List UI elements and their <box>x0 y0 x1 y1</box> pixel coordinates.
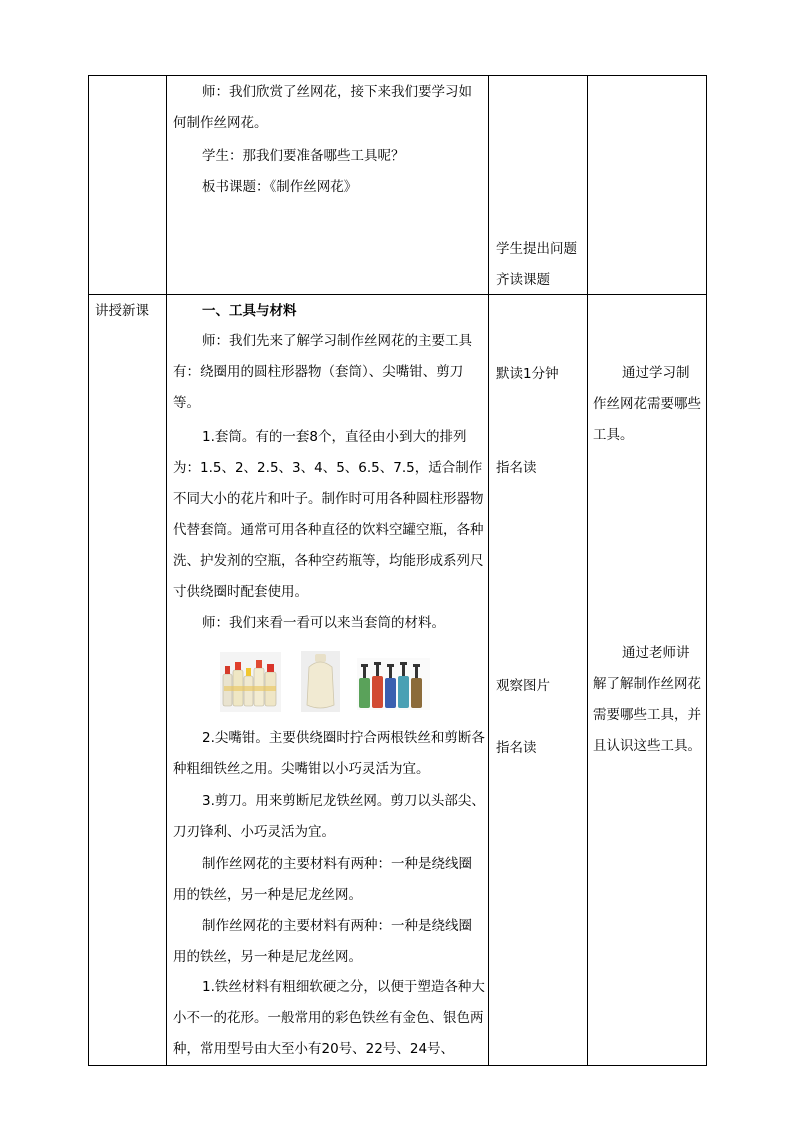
white-bottle-photo <box>301 651 340 712</box>
table-border-bottom <box>88 1065 707 1066</box>
pliers-paragraph: 2.尖嘴钳。主要供绕圈时拧合两根铁丝和剪断各种粗细铁丝之用。尖嘴钳以小巧灵活为宜。 <box>173 730 485 777</box>
student-activity-ask: 学生提出问题 <box>496 241 577 257</box>
table-border-left <box>88 75 89 1066</box>
table-row-divider <box>88 294 707 295</box>
purpose-tools: 通过学习制作丝网花需要哪些工具。 <box>593 365 701 443</box>
sleeve-paragraph: 1.套筒。有的一套8个，直径由小到大的排列为：1.5、2、2.5、3、4、5、6.5、7.5，适合制作不同大小的花片和叶子。制作时可用各种圆柱形器物代替套筒。通常可用各种直径的饮料空罐空瓶，各种洗、护发剂的空瓶，各种空药瓶等，均能形成系列尺寸供绕圈时配套使用。 <box>173 429 484 600</box>
board-title: 板书课题：《制作丝网花》 <box>202 179 358 195</box>
section-label: 讲授新课 <box>95 303 149 319</box>
purpose-recognize-tools: 通过老师讲解了解制作丝网花需要哪些工具，并且认识这些工具。 <box>593 645 701 754</box>
pump-bottles-photo <box>357 658 430 710</box>
table-border-right <box>706 75 707 1066</box>
table-divider-col1 <box>166 75 167 1066</box>
scissors-paragraph: 3.剪刀。用来剪断尼龙铁丝网。剪刀以头部尖、刀刃锋利、小巧灵活为宜。 <box>173 793 485 840</box>
student-activity-read: 齐读课题 <box>496 272 550 288</box>
table-divider-col3 <box>587 75 588 1066</box>
tools-intro-paragraph: 师：我们先来了解学习制作丝网花的主要工具有：绕圈用的圆柱形器物（套筒）、尖嘴钳、剪刀等。 <box>173 333 472 411</box>
table-divider-col2 <box>488 75 489 1066</box>
activity-named-read-2: 指名读 <box>496 740 537 756</box>
section-heading: 一、工具与材料 <box>202 303 297 319</box>
activity-observe-pictures: 观察图片 <box>496 678 550 694</box>
teacher-intro-paragraph: 师：我们欣赏了丝网花，接下来我们要学习如何制作丝网花。 <box>173 84 472 131</box>
activity-named-read-1: 指名读 <box>496 460 537 476</box>
look-at-materials: 师：我们来看一看可以来当套筒的材料。 <box>202 615 445 631</box>
materials-paragraph-2: 制作丝网花的主要材料有两种：一种是绕线圈用的铁丝，另一种是尼龙丝网。 <box>173 918 472 965</box>
bottles-photo <box>220 652 281 712</box>
wire-paragraph: 1.铁丝材料有粗细软硬之分，以便于塑造各种大小不一的花形。一般常用的彩色铁丝有金色、银色两种，常用型号由大至小有20号、22号、24号、 <box>173 979 485 1057</box>
activity-silent-read: 默读1分钟 <box>496 366 559 382</box>
student-question: 学生：那我们要准备哪些工具呢？ <box>202 148 405 164</box>
materials-paragraph-1: 制作丝网花的主要材料有两种：一种是绕线圈用的铁丝，另一种是尼龙丝网。 <box>173 856 472 903</box>
table-border-top <box>88 75 707 76</box>
